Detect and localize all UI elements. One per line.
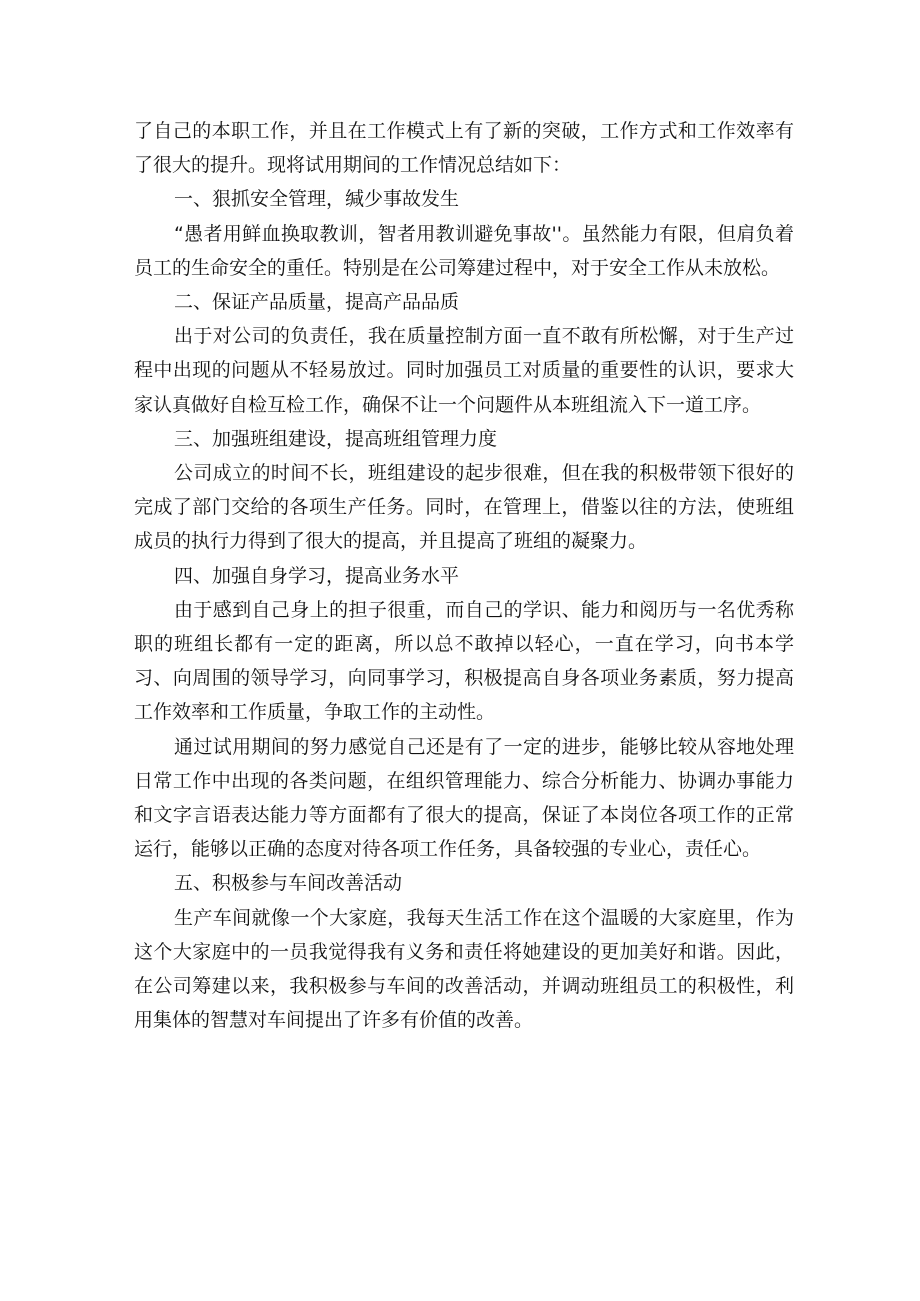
document-body	[134, 114, 794, 1037]
section-heading-learning: 四、加强自身学习，提高业务水平	[174, 564, 460, 587]
section-heading-team: 三、加强班组建设，提高班组管理力度	[174, 427, 498, 450]
section-heading-improvement: 五、积极参与车间改善活动	[174, 872, 403, 895]
paragraph-safety: “愚者用鲜血换取教训，智者用教训避免事故''。虽然能力有限，但肩负着员工的生命安全的重任。特别是在公司筹建过程中，对于安全工作从未放松。	[134, 222, 794, 279]
paragraph-team: 公司成立的时间不长，班组建设的起步很难，但在我的积极带领下很好的完成了部门交给的各项生产任务。同时，在管理上，借鉴以往的方法，使班组成员的执行力得到了很大的提高，并且提高了班组的凝聚力。	[134, 462, 794, 553]
paragraph-learning: 由于感到自己身上的担子很重，而自己的学识、能力和阅历与一名优秀称职的班组长都有一定的距离，所以总不敢掉以轻心，一直在学习，向书本学习、向周围的领导学习，向同事学习，积极提高自身各项业务素质，努力提高工作效率和工作质量，争取工作的主动性。	[134, 598, 794, 724]
section-heading-safety: 一、狠抓安全管理，缄少事故发生	[174, 188, 460, 211]
paragraph-quality: 出于对公司的负责任，我在质量控制方面一直不敢有所松懈，对于生产过程中出现的问题从不轻易放过。同时加强员工对质量的重要性的认识，要求大家认真做好自检互检工作，确保不让一个问题件从本班组流入下一道工序。	[134, 325, 794, 416]
paragraph-improvement: 生产车间就像一个大家庭，我每天生活工作在这个温暖的大家庭里，作为这个大家庭中的一员我觉得我有义务和责任将她建设的更加美好和谐。因此，在公司筹建以来，我积极参与车间的改善活动，并调动班组员工的积极性，利用集体的智慧对车间提出了许多有价值的改善。	[134, 906, 794, 1032]
section-heading-quality: 二、保证产品质量，提高产品品质	[174, 291, 460, 314]
paragraph-intro: 了自己的本职工作，并且在工作模式上有了新的突破，工作方式和工作效率有了很大的提升。现将试用期间的工作情况总结如下：	[134, 120, 794, 177]
paragraph-progress: 通过试用期间的努力感觉自己还是有了一定的进步，能够比较从容地处理日常工作中出现的各类问题，在组织管理能力、综合分析能力、协调办事能力和文字言语表达能力等方面都有了很大的提高，保证了本岗位各项工作的正常运行，能够以正确的态度对待各项工作任务，具备较强的专业心，责任心。	[134, 735, 794, 861]
